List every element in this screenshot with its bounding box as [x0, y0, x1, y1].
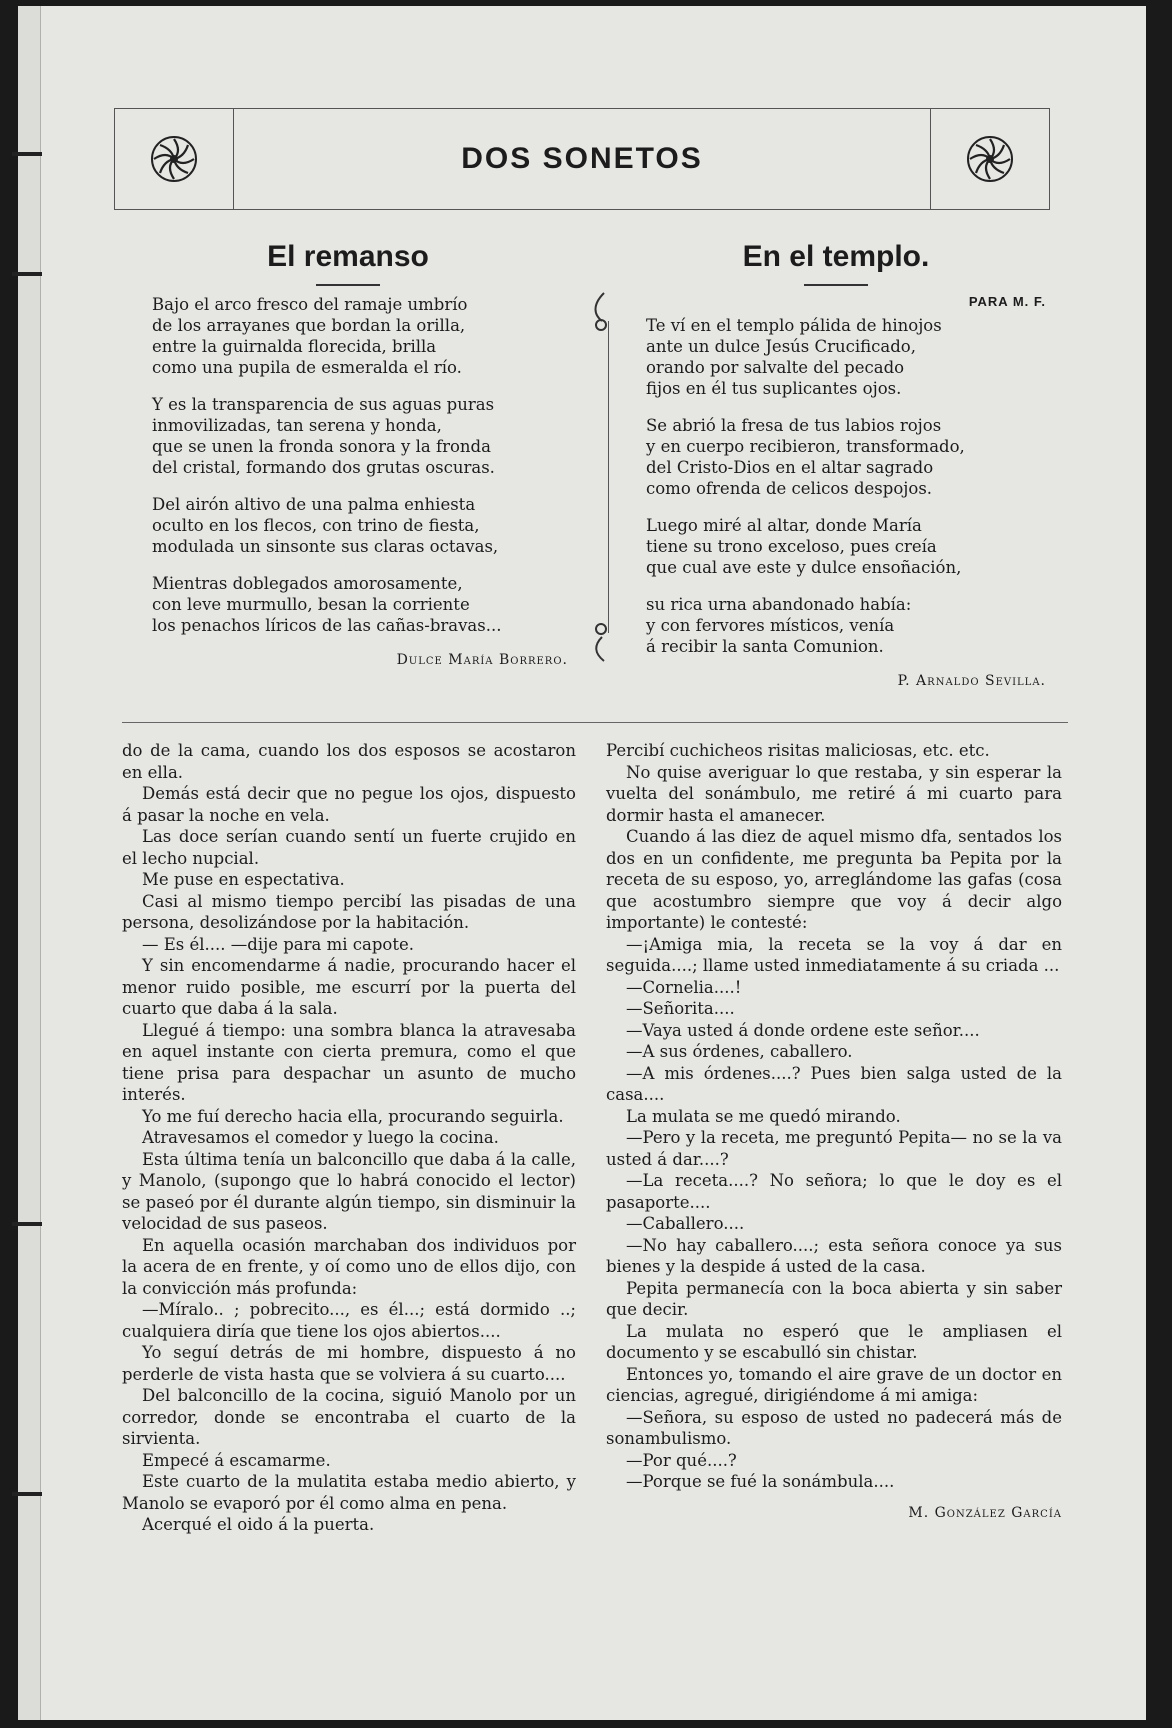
- paragraph: Demás está decir que no pegue los ojos, dispuesto á pasar la noche en vela.: [122, 784, 576, 825]
- paragraph: —No hay caballero....; esta señora conoce ya sus bienes y la despide á usted de la casa.: [606, 1235, 1062, 1276]
- verse-line: ante un dulce Jesús Crucificado,: [646, 337, 916, 356]
- story-left-column: [122, 740, 576, 1536]
- verse-line: del Cristo-Dios en el altar sagrado: [646, 458, 934, 477]
- title-banner: [114, 108, 1050, 210]
- page-title: DOS SONETOS: [461, 142, 703, 175]
- poem-dedication: PARA M. F.: [968, 294, 1046, 309]
- stanza: [646, 315, 1046, 399]
- verse-line: fijos en él tus suplicantes ojos.: [646, 379, 902, 398]
- paragraph: —Caballero....: [626, 1214, 745, 1233]
- paragraph: Yo me fuí derecho hacia ella, procurando seguirla.: [142, 1106, 564, 1126]
- verse-line: orando por salvalte del pecado: [646, 358, 905, 377]
- paragraph: —Cornelia....!: [626, 977, 742, 997]
- verse-line: Y es la transparencia de sus aguas puras: [152, 395, 495, 414]
- verse-line: Luego miré al altar, donde María: [646, 516, 922, 535]
- verse-line: modulada un sinsonte sus claras octavas,: [152, 537, 499, 556]
- verse-line: Se abrió la fresa de tus labios rojos: [646, 416, 942, 435]
- column-divider-line: [608, 321, 609, 633]
- verse-line: su rica urna abandonado había:: [646, 595, 912, 614]
- stanza: [646, 515, 1046, 578]
- poem-en-el-templo: [626, 240, 1046, 689]
- title-rule: [804, 284, 868, 286]
- paragraph: Casi al mismo tiempo percibí las pisadas de una persona, desolizándose por la habitación.: [122, 891, 576, 932]
- paragraph: Y sin encomendarme á nadie, procurando hacer el menor ruido posible, me escurrí por la puerta del cuarto que daba á la sala.: [122, 956, 576, 1018]
- paragraph: Cuando á las diez de aquel mismo dfa, sentados los dos en un confidente, me pregunta ba Pepita por la receta de su esposo, yo, arreglándome las gafas (cosa que acostumbro siempre que voy á decir algo importante) le contesté:: [606, 827, 1062, 932]
- verse-line: inmovilizadas, tan serena y honda,: [152, 416, 442, 435]
- paragraph: Esta última tenía un balconcillo que daba á la calle, y Manolo, (supongo que lo habrá conocido el lector) se paseó por él durante algún tiempo, sin disminuir la velocidad de sus paseos.: [122, 1149, 576, 1233]
- stanza: [646, 415, 1046, 499]
- paragraph: Este cuarto de la mulatita estaba medio abierto, y Manolo se evaporó por él como alma en pena.: [122, 1472, 576, 1513]
- paragraph: Yo seguí detrás de mi hombre, dispuesto á no perderle de vista hasta que se volviera á su cuarto....: [122, 1343, 576, 1384]
- verse-line: los penachos líricos de las cañas-bravas...: [152, 616, 502, 635]
- paragraph: Entonces yo, tomando el aire grave de un doctor en ciencias, agregué, dirigiéndome á mi amiga:: [606, 1364, 1062, 1405]
- paragraph: —A mis órdenes....? Pues bien salga usted de la casa....: [606, 1063, 1062, 1104]
- verse-line: como ofrenda de celicos despojos.: [646, 479, 933, 498]
- stanza: [152, 294, 568, 378]
- paragraph: Las doce serían cuando sentí un fuerte crujido en el lecho nupcial.: [122, 827, 576, 868]
- paragraph: Atravesamos el comedor y luego la cocina.: [142, 1128, 499, 1147]
- verse-line: con leve murmullo, besan la corriente: [152, 595, 470, 614]
- poem-title: El remanso: [267, 240, 429, 273]
- paragraph: —Señorita....: [626, 999, 735, 1018]
- verse-line: y con fervores místicos, venía: [646, 616, 895, 635]
- title-rule: [316, 284, 380, 286]
- verse-line: y en cuerpo recibieron, transformado,: [646, 437, 965, 456]
- paragraph: —¡Amiga mia, la receta se la voy á dar en seguida....; llame usted inmediatamente á su criada ...: [606, 934, 1062, 975]
- rosette-icon: [964, 133, 1016, 185]
- verse-line: entre la guirnalda florecida, brilla: [152, 337, 437, 356]
- verse-line: oculto en los flecos, con trino de fiesta,: [152, 516, 480, 535]
- stanza: [646, 594, 1046, 657]
- binding-strip: [18, 6, 41, 1720]
- paragraph: —Míralo.. ; pobrecito..., es él...; está dormido ..; cualquiera diría que tiene los ojos abiertos....: [122, 1300, 576, 1341]
- rosette-icon: [148, 133, 200, 185]
- stanza: [152, 394, 568, 478]
- paragraph: Del balconcillo de la cocina, siguió Manolo por un corredor, donde se encontraba el cuarto de la sirvienta.: [122, 1386, 576, 1448]
- paragraph: Percibí cuchicheos risitas maliciosas, etc. etc.: [606, 741, 990, 760]
- poem-author: P. Arnaldo Sevilla.: [897, 673, 1046, 689]
- verse-line: que cual ave este y dulce ensoñación,: [646, 558, 962, 577]
- verse-line: Del airón altivo de una palma enhiesta: [152, 495, 476, 514]
- stanza: [152, 573, 568, 636]
- paragraph: —Señora, su esposo de usted no padecerá más de sonambulismo.: [606, 1407, 1062, 1448]
- paragraph: La mulata no esperó que le ampliasen el documento y se escabulló sin chistar.: [606, 1321, 1062, 1362]
- column-divider-ornament: [586, 291, 616, 663]
- poem-author: Dulce María Borrero.: [396, 652, 568, 668]
- page: [18, 6, 1146, 1720]
- verse-line: Te ví en el templo pálida de hinojos: [646, 316, 942, 335]
- paragraph: No quise averiguar lo que restaba, y sin esperar la vuelta del sonámbulo, me retiré á mi cuarto para dormir hasta el amanecer.: [606, 762, 1062, 825]
- paragraph: La mulata se me quedó mirando.: [626, 1106, 901, 1126]
- paragraph: Acerqué el oido á la puerta.: [142, 1515, 375, 1534]
- paragraph: —Por qué....?: [626, 1450, 737, 1470]
- story-signature: M. González García: [908, 1504, 1062, 1521]
- paragraph: —Porque se fué la sonámbula....: [626, 1472, 895, 1491]
- paragraph: Llegué á tiempo: una sombra blanca la atravesaba en aquel instante con cierta premura, como el que tiene prisa para despachar un asunto de mucho interés.: [122, 1020, 576, 1104]
- verse-line: á recibir la santa Comunion.: [646, 637, 884, 656]
- paragraph: — Es él.... —dije para mi capote.: [142, 934, 414, 954]
- verse-line: tiene su trono exceloso, pues creía: [646, 537, 937, 556]
- verse-line: Mientras doblegados amorosamente,: [152, 574, 463, 593]
- story-right-column: [606, 740, 1062, 1524]
- poem-el-remanso: [128, 240, 568, 668]
- verse-line: como una pupila de esmeralda el río.: [152, 358, 462, 377]
- verse-line: de los arrayanes que bordan la orilla,: [152, 316, 466, 335]
- paragraph: —La receta....? No señora; lo que le doy es el pasaporte....: [606, 1171, 1062, 1212]
- paragraph: En aquella ocasión marchaban dos individuos por la acera de en frente, y oí como uno de ellos dijo, con la convicción más profunda:: [122, 1235, 576, 1298]
- verse-line: que se unen la fronda sonora y la fronda: [152, 437, 491, 456]
- paragraph: Me puse en espectativa.: [142, 870, 345, 889]
- paragraph: —Pero y la receta, me preguntó Pepita— no se la va usted á dar....?: [606, 1128, 1062, 1169]
- verse-line: del cristal, formando dos grutas oscuras.: [152, 458, 495, 477]
- paragraph: —A sus órdenes, caballero.: [626, 1042, 853, 1061]
- verse-line: Bajo el arco fresco del ramaje umbrío: [152, 295, 468, 314]
- left-ornament-box: [115, 109, 234, 209]
- paragraph: —Vaya usted á donde ordene este señor....: [626, 1020, 980, 1040]
- right-ornament-box: [930, 109, 1049, 209]
- stanza: [152, 494, 568, 557]
- paragraph: do de la cama, cuando los dos esposos se acostaron en ella.: [122, 741, 576, 782]
- section-divider: [122, 722, 1068, 723]
- poem-title: En el templo.: [742, 240, 930, 273]
- paragraph: Pepita permanecía con la boca abierta y sin saber que decir.: [606, 1278, 1062, 1319]
- paragraph: Empecé á escamarme.: [142, 1450, 331, 1470]
